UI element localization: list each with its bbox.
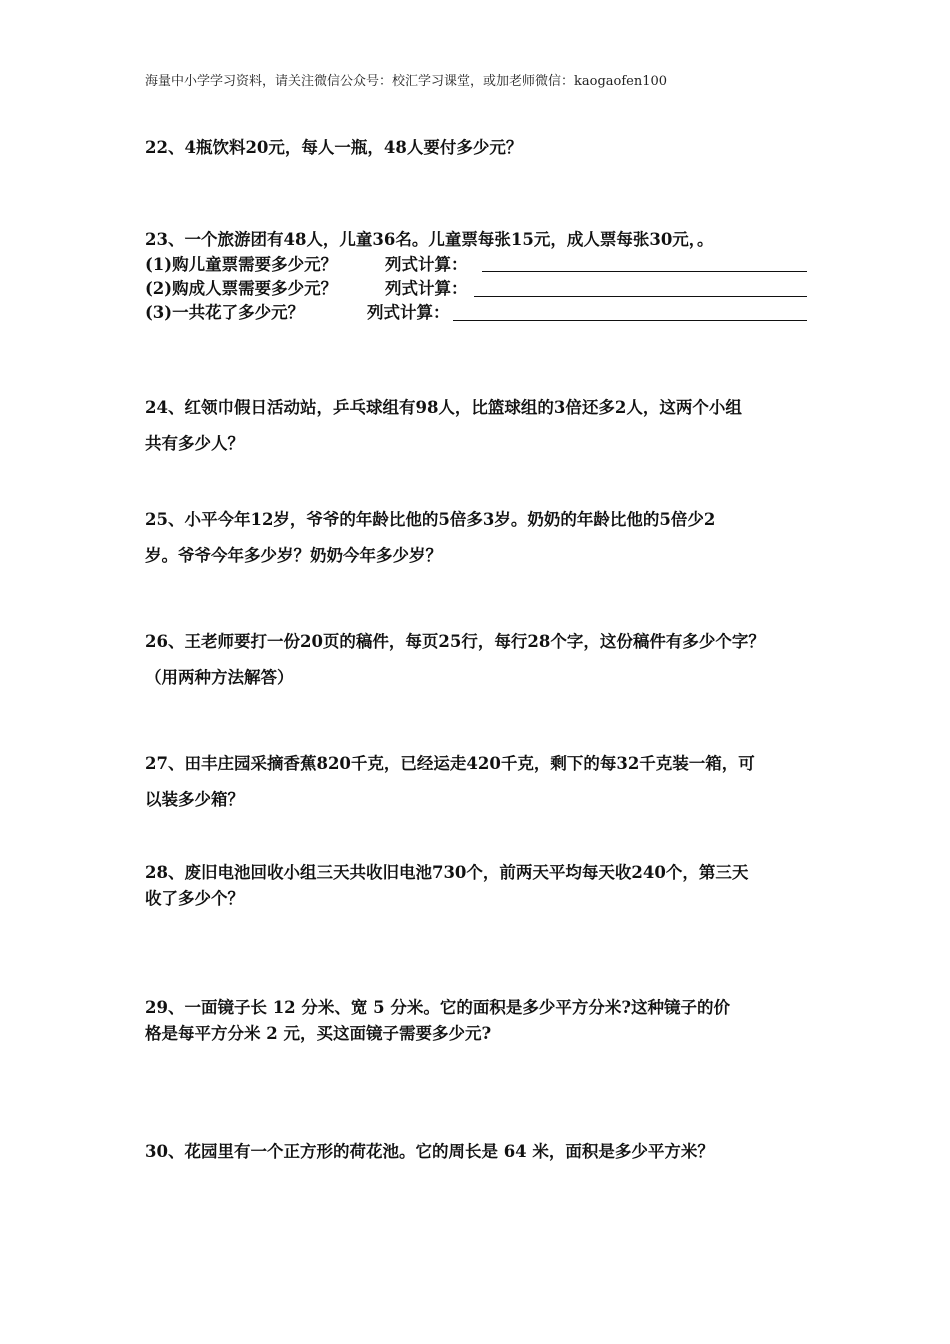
answer-blank-2[interactable] [474,296,807,297]
question-30: 30、花园里有一个正方形的荷花池。它的周长是 64 米，面积是多少平方米？ [145,1142,714,1161]
question-line: 共有多少人？ [145,434,244,453]
question-line: 27、田丰庄园采摘香蕉820千克，已经运走420千克，剩下的每32千克装一箱，可 [145,754,755,773]
question-25 [145,502,815,574]
answer-blank-3[interactable] [453,320,807,321]
question-line: 岁。爷爷今年多少岁？奶奶今年多少岁？ [145,546,442,565]
question-line: 26、王老师要打一份20页的稿件，每页25行，每行28个字，这份稿件有多少个字？ [145,632,765,651]
question-23-stem: 23、一个旅游团有48人，儿童36名。儿童票每张15元，成人票每张30元，。 [145,230,714,249]
question-27 [145,746,815,818]
question-24 [145,390,815,462]
part-label: (2)购成人票需要多少元？ [145,279,338,298]
question-23-part-2 [145,277,468,301]
page-header: 海量中小学学习资料，请关注微信公众号：校汇学习课堂，或加老师微信：kaogaofen100 [145,74,668,89]
question-line: 28、废旧电池回收小组三天共收旧电池730个，前两天平均每天收240个，第三天 [145,863,749,882]
question-23-part-1 [145,253,468,277]
part-label: (3)一共花了多少元？ [145,303,305,322]
part-label: (1)购儿童票需要多少元？ [145,255,338,274]
answer-blank-1[interactable] [482,271,807,272]
calc-label: 列式计算： [385,255,468,274]
question-26 [145,624,815,696]
calc-label: 列式计算： [385,279,468,298]
question-line: 格是每平方分米 2 元，买这面镜子需要多少元? [145,1024,492,1043]
question-line: 25、小平今年12岁，爷爷的年龄比他的5倍多3岁。奶奶的年龄比他的5倍少2 [145,510,716,529]
calc-label: 列式计算： [367,303,450,322]
question-line: 收了多少个？ [145,889,244,908]
question-line: （用两种方法解答） [145,668,294,687]
question-23-part-3 [145,301,450,325]
question-29 [145,995,815,1047]
question-line: 29、一面镜子长 12 分米、宽 5 分米。它的面积是多少平方分米?这种镜子的价 [145,998,731,1017]
question-28 [145,860,815,912]
question-line: 以装多少箱？ [145,790,244,809]
question-line: 24、红领巾假日活动站，乒乓球组有98人，比篮球组的3倍还多2人，这两个小组 [145,398,742,417]
question-22: 22、4瓶饮料20元，每人一瓶，48人要付多少元？ [145,138,523,157]
